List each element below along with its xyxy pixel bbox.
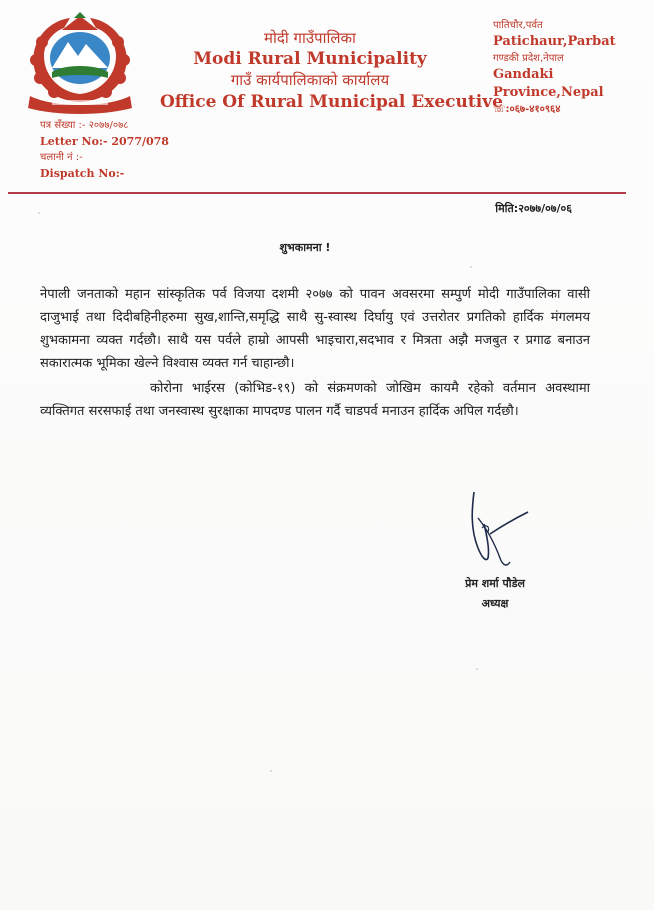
letterhead-title: [160, 28, 503, 114]
address-nepali-1: पातिचौर,पर्वत: [493, 20, 543, 31]
paper-speck: [38, 212, 40, 214]
paper-speck: [476, 668, 478, 670]
chalani-number: चलानी नं :-: [40, 152, 83, 163]
address-english-1: Patichaur,Parbat: [493, 34, 616, 49]
signatory-designation: अध्यक्ष: [481, 597, 509, 610]
reference-block: [40, 118, 169, 182]
address-nepali-2: गण्डकी प्रदेश,नेपाल: [493, 53, 564, 64]
body-paragraph-1: नेपाली जनताको महान सांस्कृतिक पर्व विजया दशमी २०७७ को पावन अवसरमा सम्पुर्ण मोदी गाउँपालिका वासी दाजुभाई तथा दिदीबहिनीहरुमा सुख,शान्ति,समृद्धि साथै सु-स्वास्थ दिर्घायु एवं उत्तरोतर प्रगतिको हार्दिक मंगलमय शुभकामना व्यक्त गर्दछौ। साथै यस पर्वले हाम्रो आपसी भाइचारा,सदभाव र मित्रता अझै मजबुत र प्रगाढ बनाउन सकारात्मक भूमिका खेल्ने विश्वास व्यक्त गर्न चाहान्छौ।: [40, 287, 590, 371]
body-paragraph-2: कोरोना भाईरस (कोभिड-१९) को संक्रमणको जोखिम कायमै रहेको वर्तमान अवस्थामा व्यक्तिगत सरसफाई तथा जनस्वास्थ सुरक्षाका मापदण्ड पालन गर्दै चाडपर्व मनाउन हार्दिक अपिल गर्दछौ।: [40, 381, 590, 419]
municipality-name-nepali: मोदी गाउँपालिका: [264, 29, 356, 47]
letter-subject: शुभकामना !: [279, 241, 331, 254]
address-english-2a: Gandaki: [493, 67, 554, 82]
municipality-name-english: Modi Rural Municipality: [193, 49, 427, 69]
phone-number: ☏:०६७-४१०९६४: [493, 104, 561, 115]
office-name-english: Office Of Rural Municipal Executive: [160, 92, 503, 112]
paper-speck: [270, 770, 272, 772]
address-block: [493, 18, 649, 118]
signatory-block: [420, 574, 570, 614]
letter-body: [40, 283, 590, 423]
patra-sankhya: पत्र सँख्या :- २०७७/०७८: [40, 120, 129, 131]
header-divider: [8, 192, 626, 194]
office-name-nepali: गाउँ कार्यपालिकाको कार्यालय: [230, 71, 390, 89]
paper-speck: [470, 266, 472, 268]
nepal-emblem-icon: [24, 12, 136, 116]
signature-icon: [456, 488, 536, 572]
letter-date: मिति:२०७७/०७/०६: [495, 202, 572, 215]
letter-number: Letter No:- 2077/078: [40, 135, 169, 148]
address-english-2b: Province,Nepal: [493, 85, 604, 100]
signatory-name: प्रेम शर्मा पौडेल: [465, 577, 525, 590]
dispatch-number: Dispatch No:-: [40, 167, 125, 180]
